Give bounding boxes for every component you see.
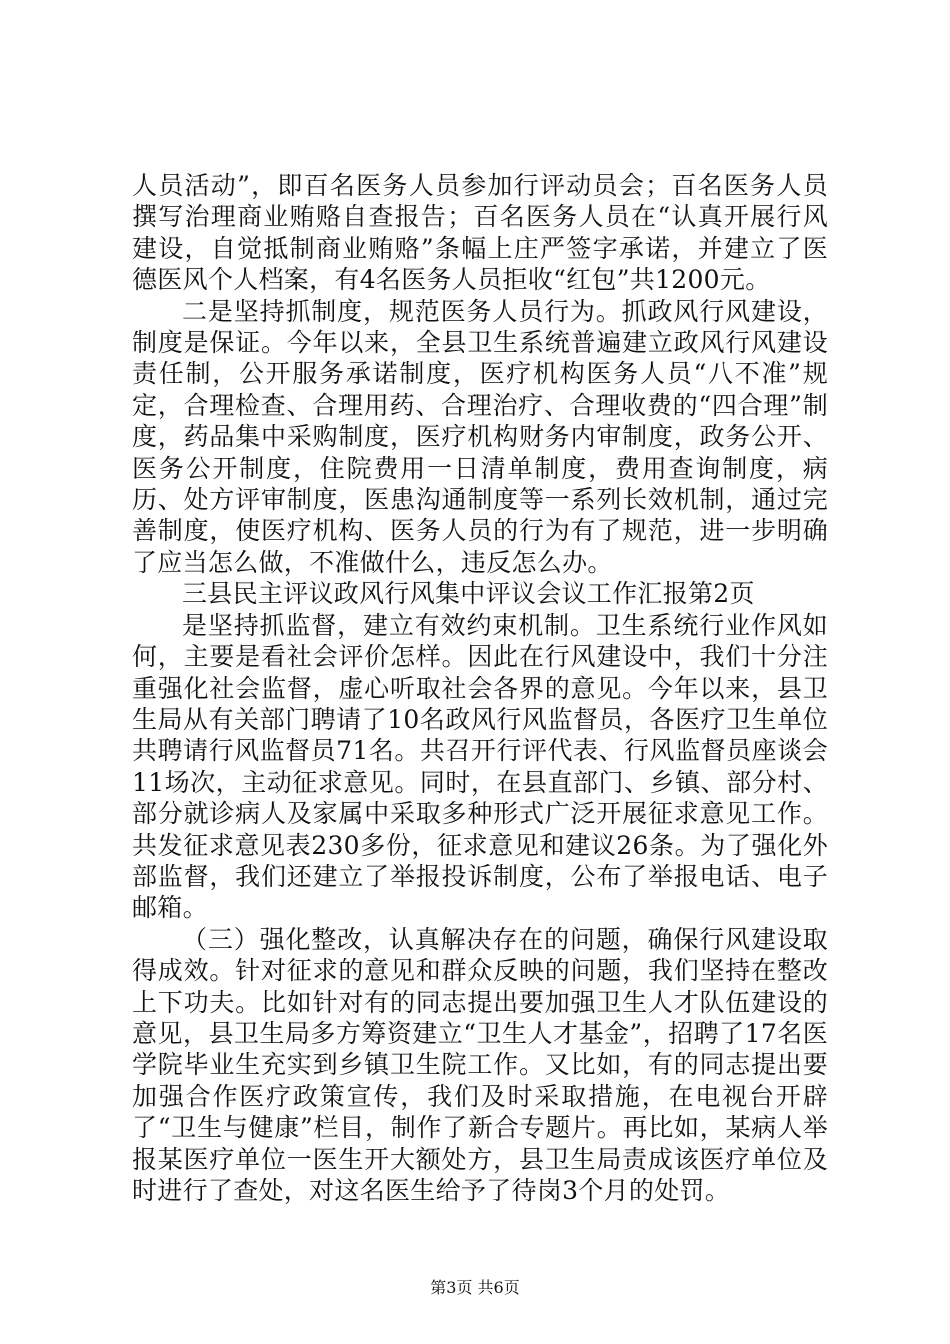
paragraph-supervision: 是坚持抓监督，建立有效约束机制。卫生系统行业作风如何，主要是看社会评价怎样。因此在行风建设中，我们十分注重强化社会监督，虚心听取社会各界的意见。今年以来，县卫生局从有关部门聘请了10名政风行风监督员，各医疗卫生单位共聘请行风监督员71名。共召开行评代表、行风监督员座谈会11场次，主动征求意见。同时，在县直部门、乡镇、部分村、部分就诊病人及家属中采取多种形式广泛开展征求意见工作。共发征求意见表230多份，征求意见和建议26条。为了强化外部监督，我们还建立了举报投诉制度，公布了举报电话、电子邮箱。 (132, 610, 828, 923)
paragraph-page-header: 三县民主评议政风行风集中评议会议工作汇报第2页 (182, 579, 755, 609)
page-footer: 第3页 共6页 (430, 1278, 520, 1297)
paragraph-system: 二是坚持抓制度，规范医务人员行为。抓政风行风建设，制度是保证。今年以来，全县卫生系统普遍建立政风行风建设责任制，公开服务承诺制度，医疗机构医务人员“八不准”规定，合理检查、合理用药、合理治疗、合理收费的“四合理”制度，药品集中采购制度，医疗机构财务内审制度，政务公开、医务公开制度，住院费用一日清单制度，费用查询制度，病历、处方评审制度，医患沟通制度等一系列长效机制，通过完善制度，使医疗机构、医务人员的行为有了规范，进一步明确了应当怎么做，不准做什么，违反怎么办。 (132, 296, 828, 577)
paragraph-continuation: 人员活动”，即百名医务人员参加行评动员会；百名医务人员撰写治理商业贿赂自查报告；百名医务人员在“认真开展行风建设，自觉抵制商业贿赂”条幅上庄严签字承诺，并建立了医德医风个人档案，有4名医务人员拒收“红包”共1200元。 (132, 171, 828, 295)
paragraph-rectification: （三）强化整改，认真解决存在的问题，确保行风建设取得成效。针对征求的意见和群众反映的问题，我们坚持在整改上下功夫。比如针对有的同志提出要加强卫生人才队伍建设的意见，县卫生局多方筹资建立“卫生人才基金”，招聘了17名医学院毕业生充实到乡镇卫生院工作。又比如，有的同志提出要加强合作医疗政策宣传，我们及时采取措施，在电视台开辟了“卫生与健康”栏目，制作了新合专题片。再比如，某病人举报某医疗单位一医生开大额处方，县卫生局责成该医疗单位及时进行了查处，对这名医生给予了待岗3个月的处罚。 (132, 924, 828, 1205)
document-body (132, 170, 828, 1206)
